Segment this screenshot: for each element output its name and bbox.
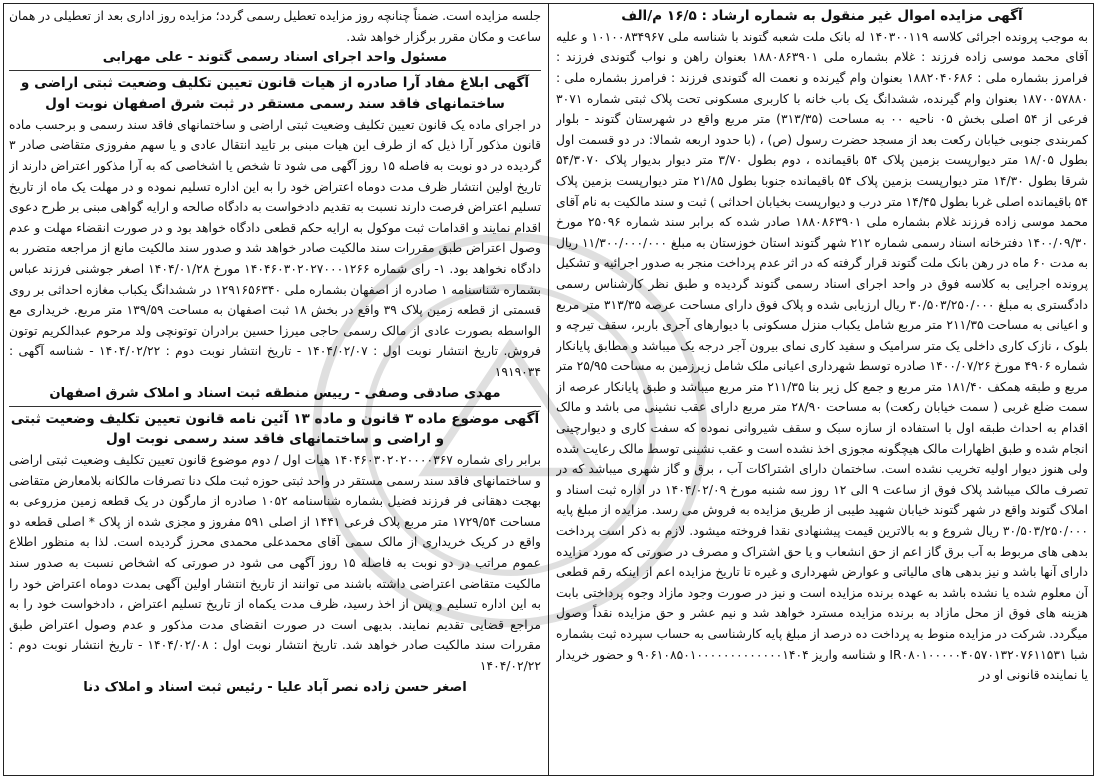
dena-signature: اصغر حسن زاده نصر آباد علیا - رئیس ثبت اسناد و املاک دنا <box>83 679 467 695</box>
auction-notice-continuation: جلسه مزایده است. ضمناً چنانچه روز مزایده تعطیل رسمی گردد؛ مزایده روز اداری بعد از تعطیلی در همان ساعت و مکان مقرر برگزار خواهد شد. <box>9 9 541 44</box>
right-column <box>556 6 1088 773</box>
isfahan-notice-body: در اجرای ماده یک قانون تعیین تکلیف وضعیت ثبتی اراضی و ساختمانهای فاقد سند رسمی و برحسب ماده قانون مذکور آرا ذیل که از طرف این هیات مبنی بر تایید انتقال عادی و یا سهم مفروزی متقاضی صادر ۳ گردیده در دو نوبت به فاصله ۱۵ روز آگهی می شود تا شخص یا اشخاصی که به آرا مذکور اعتراض دارند از تاریخ اولین انتشار ظرف مدت دوماه اعتراض خود را به این اداره تسلیم نموده و در مهلت یک ماه از تاریخ تسلیم اعتراض فرصت دارند نسبت به تقدیم دادخواست به دادگاه صالحه و ارایه گواهی مبنی بر طرح دعوی اقدام نمایند و اقدامات ثبت موکول به ارایه حکم قطعی دادگاه خواهد بود و در صورت انقضاء مهلت و عدم وصول اعتراض طبق مقررات سند مالکیت صادر خواهد شد و صدور سند مالکیت مانع از مراجعه متضرر به دادگاه نخواهد بود. ۱- رای شماره ۱۴۰۴۶۰۳۰۲۰۲۷۰۰۰۱۲۶۶ مورخ ۱۴۰۴/۰۱/۲۸ اصغر جوشنی فرزند عباس بشماره شناسنامه ۱ صادره از اصفهان بشماره ملی ۱۲۹۱۶۵۶۳۴۰ در ششدانگ یکباب مغازه احداثی بر روی قسمتی از قطعه زمین پلاک ۳۹ واقع در بخش ۱۸ ثبت اصفهان به مساحت ۱۳۹/۵۹ متر مربع. خریداری مع الواسطه بصورت عادی از مالک رسمی حاجی میرزا حسین برادران توتونچی ولد مرحوم عبدالکریم توتون فروش. تاریخ انتشار نوبت اول : ۱۴۰۴/۰۲/۰۷ - تاریخ انتشار نوبت دوم : ۱۴۰۴/۰۲/۲۲ - شناسه آگهی : ۱۹۱۹۰۳۴ <box>9 117 541 379</box>
section-divider <box>9 406 541 407</box>
left-column <box>9 6 541 773</box>
section-divider <box>9 70 541 71</box>
auction-notice-body: به موجب پرونده اجرائی کلاسه ۱۴۰۳۰۰۱۱۹ له بانک ملت شعبه گتوند با شناسه ملی ۱۰۱۰۰۸۳۴۹۶۷ و علیه آقای محمد موسی زاده فرزند : غلام بشماره ملی ۱۸۸۰۸۶۳۹۰۱ بعنوان راهن و نواب گتوندی فرزند : فرامرز بشماره ملی : ۱۸۸۲۰۴۰۶۸۶ بعنوان وام گیرنده و نعمت اله گتوندی فرزند : فرامرز بشماره ملی : ۱۸۷۰۰۵۷۸۸۰ بعنوان وام گیرنده، ششدانگ یک باب خانه با کاربری مسکونی تحت پلاک ثبتی شماره ۳۰۷۱ فرعی از ۵۴ اصلی بخش ۰۵ ناحیه ۰۰ به مساحت (۳۱۳/۳۵) متر مربع واقع در شهرستان گتوند - بلوار کمربندی جنوبی خیابان رکعت بعد از مسجد حضرت رسول (ص) ، (با حدود اربعه شمالا: در دو قسمت اول بطول ۱۸/۰۵ متر دیوارپست بزمین پلاک ۵۴ باقیمانده ، دوم بطول ۳/۷۰ متر دیوار بدیوار پلاک ۵۴/۳۰۷۰ شرقا بطول ۱۴/۳۰ متر دیوارپست بزمین پلاک ۵۴ باقیمانده جنوبا بطول ۲۱/۸۵ متر دیوارپست بزمین پلاک ۵۴ باقیمانده اصلی غربا بطول ۱۴/۴۵ متر درب و دیوارپست بخیابان احداثی ) ثبت و سند مالکیت به نام آقای محمد موسی زاده فرزند غلام بشماره ملی ۱۸۸۰۸۶۳۹۰۱ صادر شده که برابر سند شماره ۲۵۰۹۶ مورخ ۱۴۰۰/۰۹/۳۰ دفترخانه اسناد رسمی شماره ۲۱۲ شهر گتوند استان خوزستان به مبلغ ۱۱/۳۰۰/۰۰۰/۰۰۰ ریال به مدت ۶۰ ماه در رهن بانک ملت گتوند قرار گرفته که در اثر عدم پرداخت منجر به صدور اجرائیه و تشکیل پرونده اجرایی به کلاسه فوق در واحد اجرای اسناد رسمی گتوند گردیده و طبق نظر کارشناس رسمی دادگستری به مبلغ ۳۰/۵۰۳/۲۵۰/۰۰۰ ریال ارزیابی شده و پلاک فوق دارای مساحت عرصه ۳۱۳/۳۵ متر مربع و اعیانی به مساحت ۲۱۱/۳۵ متر مربع شامل یکباب منزل مسکونی با دیوارهای آجری باربر، سقف تیرچه و بلوک ، نازک کاری داخلی یک متر سرامیک و سفید کاری نمای بیرون آجر درجه یک میباشد و مطابق پایانکار شماره ۴۹۰۶ مورخ ۱۴۰۰/۰۷/۲۶ صادره توسط شهرداری اعیانی ملک شامل زیرزمین به مساحت ۲۵/۹۵ متر مربع و طبقه همکف ۱۸۱/۴۰ متر مربع و جمع کل زیر بنا ۲۱۱/۳۵ متر مربع میباشد و طبق پایانکار عرصه از سمت ضلع غربی ( سمت خیابان رکعت) به مساحت ۲۸/۹۰ متر مربع دارای عقب نشینی می باشد و مالک اقدام به احداث طبقه اول با استفاده از سازه سبک و سقف شیروانی نموده که سفت کاری و دیوارچینی انجام شده و طبق اظهارات مالک هیچگونه مجوزی اخذ نشده است و عقب نشینی توسط مالک رعایت شده ولی هنوز دیوار اولیه تخریب نشده است. ساختمان دارای اشتراکات آب ، برق و گاز شهری میباشد که در تصرف مالک میباشد پلاک فوق از ساعت ۹ الی ۱۲ روز سه شنبه مورخ ۱۴۰۴/۰۲/۰۹ در اداره ثبت اسناد و املاک گتوند واقع در شهر گتوند خیابان شهید طیبی از طریق مزایده به فروش می رسد. مزایده از مبلغ پایه ۳۰/۵۰۳/۲۵۰/۰۰۰ ریال شروع و به بالاترین قیمت پیشنهادی نقدا فروخته میشود. لازم به ذکر است پرداخت بدهی های مربوط به آب برق گاز اعم از حق انشعاب و یا حق اشتراک و مصرف در صورتی که مورد مزایده دارای آنها باشد و نیز بدهی های مالیاتی و عوارض شهرداری و غیره تا تاریخ مزایده اعم از اینکه رقم قطعی آن معلوم شده یا نشده باشد به عهده برنده مزایده است و نیز در صورت وجود مازاد وجوه پرداختی بابت هزینه های فوق از محل مازاد به برنده مزایده مسترد خواهد شد و نیم عشر و حق مزایده نقداً وصول میگردد. شرکت در مزایده منوط به پرداخت ده درصد از مبلغ پایه کارشناسی به حساب سپرده ثبت بشماره شبا IR۰۸۰۱۰۰۰۰۰۴۰۵۷۰۱۳۲۰۷۶۱۱۵۳۱ و شناسه واریز ۹۰۶۱۰۸۵۰۱۰۰۰۰۰۰۰۰۰۰۰۰۰۱۴۰۴ و حضور خریدار یا نماینده قانونی او در <box>556 29 1088 683</box>
isfahan-notice-title: آگهی ابلاغ مفاد آرا صادره از هیات قانون تعیین تکلیف وضعیت ثبتی اراضی و ساختمانهای فاقد سند رسمی مستقر در ثبت شرق اصفهان نوبت اول <box>20 75 530 112</box>
auction-notice-title: آگهی مزایده اموال غیر منقول به شماره ارشاد : ۱۶/۵ م/الف <box>621 8 1023 24</box>
column-divider <box>548 4 549 775</box>
auction-signature: مسئول واحد اجرای اسناد رسمی گتوند - علی مهرابی <box>102 50 448 66</box>
dena-notice-body: برابر رای شماره ۱۴۰۴۶۰۳۰۲۰۲۰۰۰۰۳۶۷ هیات اول / دوم موضوع قانون تعیین تکلیف وضعیت ثبتی اراضی و ساختمانهای فاقد سند رسمی مستقر در واحد ثبتی حوزه ثبت ملک دنا تصرفات مالکانه بلامعارض متقاضی بهجت دهقانی فر فرزند فضیل بشماره شناسنامه ۱۰۵۲ صادره از مارگون در یک قطعه زمین مزروعی به مساحت ۱۷۲۹/۵۴ متر مربع پلاک فرعی ۱۴۴۱ از اصلی ۵۹۱ مفروز و مجزی شده از پلاک * اصلی قطعه دو واقع در کریک خریداری از مالک سمی آقای محمدعلی محمدی محرز گردیده است. لذا به منظور اطلاع عموم مراتب در دو نوبت به فاصله ۱۵ روز آگهی می شود در صورتی که اشخاص نسبت به صدور سند مالکیت متقاضی اعتراضی داشته باشند می توانند از تاریخ انتشار اولین آگهی بمدت دوماه اعتراض خود را به این اداره تسلیم و پس از اخذ رسید، ظرف مدت یکماه از تاریخ تسلیم اعتراض ، دادخواست خود را به مراجع قضایی تقدیم نمایند. بدیهی است در صورت انقضای مدت مذکور و عدم وصول اعتراض طبق مقررات سند مالکیت صادر خواهد شد. تاریخ انتشار نوبت اول : ۱۴۰۴/۰۲/۰۸ - تاریخ انتشار نوبت دوم : ۱۴۰۴/۰۲/۲۲ <box>9 453 541 674</box>
dena-notice-title: آگهی موضوع ماده ۳ قانون و ماده ۱۳ آئین نامه قانون تعیین تکلیف وضعیت ثبتی و اراضی و ساختمانهای فاقد سند رسمی نوبت اول <box>10 410 540 448</box>
isfahan-signature: مهدی صادقی وصفی - رییس منطقه ثبت اسناد و املاک شرق اصفهان <box>49 385 501 401</box>
